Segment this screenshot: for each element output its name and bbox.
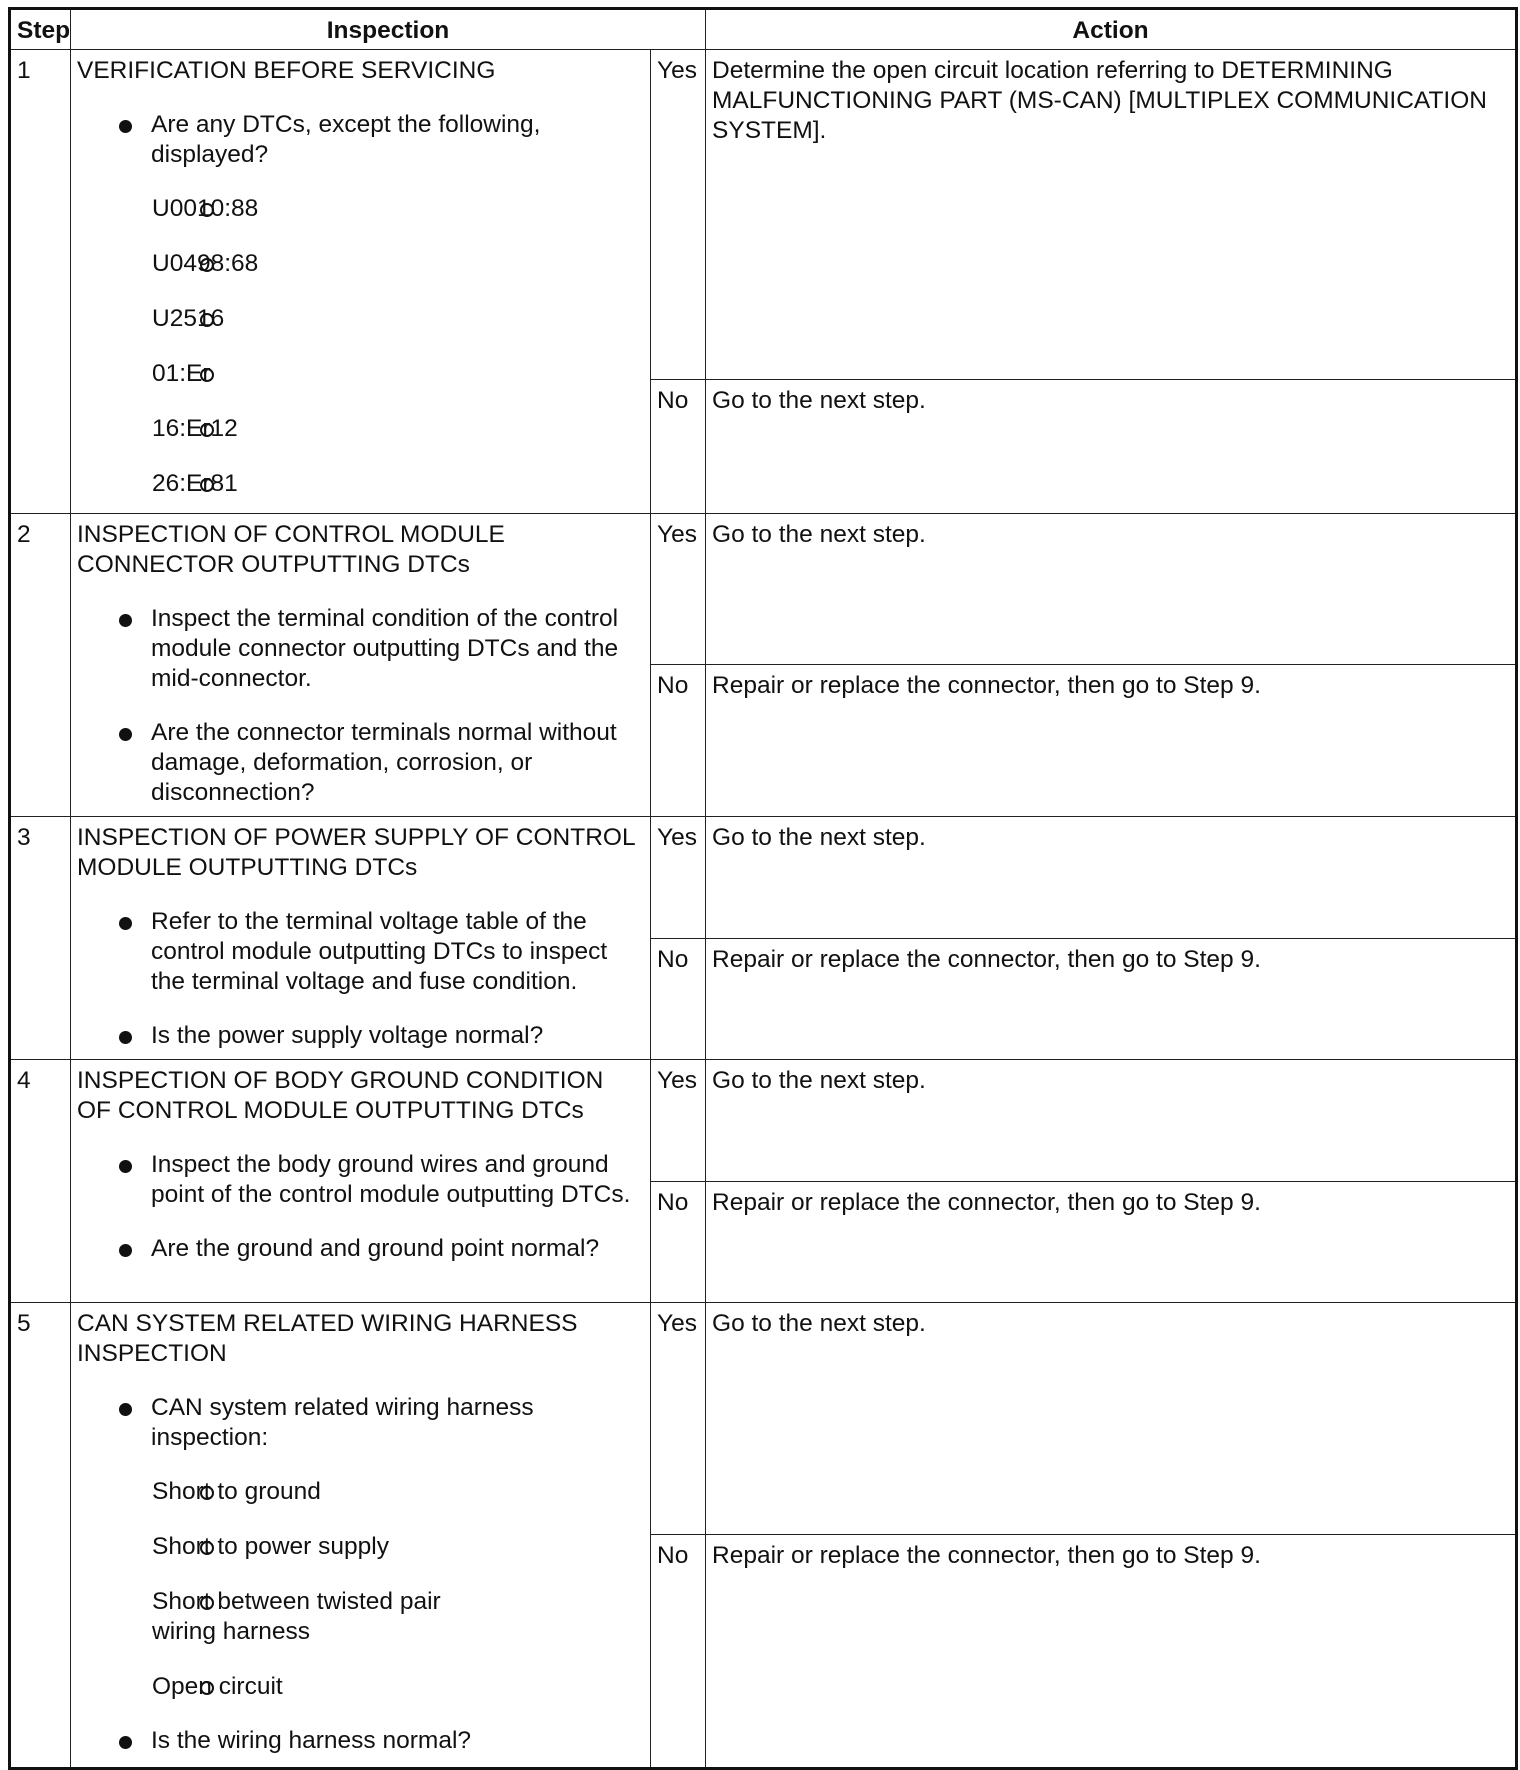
circle-bullet-icon — [200, 313, 214, 327]
bullet-text: CAN system related wiring harness inspection: — [151, 1394, 534, 1451]
bullet-item — [77, 907, 644, 997]
no-action: Repair or replace the connector, then go to Step 9. — [706, 665, 1517, 817]
sub-bullet-text: Short between twisted pair wiring harness — [152, 1588, 441, 1645]
sub-bullet-item — [77, 414, 644, 444]
sub-bullet-text: 01:Er — [152, 360, 211, 387]
yes-label: Yes — [651, 514, 706, 665]
step-number: 4 — [10, 1060, 71, 1303]
bullet-text: Inspect the body ground wires and ground point of the control module outputting DTCs. — [151, 1151, 631, 1208]
no-label: No — [651, 1182, 706, 1303]
bullet-icon — [119, 917, 132, 930]
inspection-bullets — [77, 1393, 644, 1756]
yes-action: Go to the next step. — [706, 1060, 1517, 1182]
bullet-text: Inspect the terminal condition of the control module connector outputting DTCs and the mid-connector. — [151, 605, 619, 692]
bullet-text: Refer to the terminal voltage table of the control module outputting DTCs to inspect the terminal voltage and fuse condition. — [151, 908, 608, 995]
sub-bullets — [151, 1477, 644, 1702]
inspection-title: INSPECTION OF POWER SUPPLY OF CONTROL MODULE OUTPUTTING DTCs — [77, 824, 635, 881]
sub-bullet-item — [77, 249, 644, 279]
bullet-icon — [119, 1403, 132, 1416]
sub-bullet-item — [77, 359, 644, 389]
yes-label: Yes — [651, 1303, 706, 1535]
bullet-text: Is the power supply voltage normal? — [151, 1022, 544, 1049]
circle-bullet-icon — [200, 1486, 214, 1500]
no-action: Repair or replace the connector, then go to Step 9. — [706, 1182, 1517, 1303]
step-3-yes-row — [10, 817, 1517, 939]
header-row — [10, 9, 1517, 50]
sub-bullet-text: 16:Er12 — [152, 415, 238, 442]
sub-bullet-item — [77, 1532, 644, 1562]
yes-label: Yes — [651, 817, 706, 939]
bullet-text: Are the ground and ground point normal? — [151, 1235, 600, 1262]
no-label: No — [651, 939, 706, 1060]
sub-bullet-item — [77, 304, 644, 334]
header-step: Step — [10, 9, 71, 50]
bullet-item — [77, 1021, 644, 1051]
sub-bullet-text: U2516 — [152, 305, 225, 332]
troubleshooting-table — [8, 7, 1518, 1770]
sub-bullets — [151, 194, 644, 499]
bullet-text: Are the connector terminals normal without damage, deformation, corrosion, or disconnection? — [151, 719, 617, 806]
sub-bullet-item — [77, 1672, 644, 1702]
bullet-item — [77, 110, 644, 499]
sub-bullet-text: Short to power supply — [152, 1533, 389, 1560]
bullet-icon — [119, 614, 132, 627]
circle-bullet-icon — [200, 478, 214, 492]
inspection-bullets — [77, 110, 644, 499]
sub-bullet-text: 26:Er81 — [152, 470, 238, 497]
bullet-icon — [119, 1244, 132, 1257]
bullet-item — [77, 1726, 644, 1756]
no-action: Repair or replace the connector, then go to Step 9. — [706, 1535, 1517, 1769]
bullet-icon — [119, 1736, 132, 1749]
inspection-bullets — [77, 604, 644, 808]
step-2-yes-row — [10, 514, 1517, 665]
sub-bullet-text: Short to ground — [152, 1478, 321, 1505]
inspection-bullets — [77, 1150, 644, 1264]
bullet-text: Are any DTCs, except the following, displayed? — [151, 111, 541, 168]
no-label: No — [651, 665, 706, 817]
bullet-icon — [119, 1160, 132, 1173]
circle-bullet-icon — [200, 258, 214, 272]
inspection-cell — [71, 514, 651, 817]
sub-bullet-text: U0010:88 — [152, 195, 259, 222]
no-action: Go to the next step. — [706, 380, 1517, 514]
circle-bullet-icon — [200, 203, 214, 217]
inspection-title: CAN SYSTEM RELATED WIRING HARNESS INSPECTION — [77, 1310, 578, 1367]
step-number: 5 — [10, 1303, 71, 1769]
circle-bullet-icon — [200, 1541, 214, 1555]
step-5-yes-row — [10, 1303, 1517, 1535]
step-1-yes-row — [10, 50, 1517, 380]
step-number: 3 — [10, 817, 71, 1060]
header-inspection: Inspection — [71, 9, 706, 50]
bullet-icon — [119, 728, 132, 741]
inspection-cell — [71, 1303, 651, 1769]
yes-label: Yes — [651, 50, 706, 380]
sub-bullet-item — [77, 1587, 644, 1647]
circle-bullet-icon — [200, 423, 214, 437]
no-label: No — [651, 380, 706, 514]
inspection-title: INSPECTION OF CONTROL MODULE CONNECTOR OUTPUTTING DTCs — [77, 521, 505, 578]
sub-bullet-text: Open circuit — [152, 1673, 283, 1700]
inspection-cell — [71, 817, 651, 1060]
header-action: Action — [706, 9, 1517, 50]
inspection-bullets — [77, 907, 644, 1051]
bullet-icon — [119, 1031, 132, 1044]
step-number: 2 — [10, 514, 71, 817]
step-4-yes-row — [10, 1060, 1517, 1182]
yes-action: Go to the next step. — [706, 1303, 1517, 1535]
bullet-item — [77, 1150, 644, 1210]
yes-action: Determine the open circuit location referring to DETERMINING MALFUNCTIONING PART (MS-CAN) [MULTIPLEX COMMUNICATION SYSTEM]. — [706, 50, 1517, 380]
sub-bullet-item — [77, 1477, 644, 1507]
yes-action: Go to the next step. — [706, 817, 1517, 939]
bullet-item — [77, 1234, 644, 1264]
inspection-cell — [71, 1060, 651, 1303]
bullet-item — [77, 604, 644, 694]
sub-bullet-item — [77, 469, 644, 499]
yes-label: Yes — [651, 1060, 706, 1182]
sub-bullet-text: U0498:68 — [152, 250, 259, 277]
circle-bullet-icon — [200, 1681, 214, 1695]
inspection-title: INSPECTION OF BODY GROUND CONDITION OF CONTROL MODULE OUTPUTTING DTCs — [77, 1067, 604, 1124]
step-number: 1 — [10, 50, 71, 514]
bullet-icon — [119, 120, 132, 133]
inspection-cell — [71, 50, 651, 514]
circle-bullet-icon — [200, 368, 214, 382]
yes-action: Go to the next step. — [706, 514, 1517, 665]
bullet-item — [77, 718, 644, 808]
no-action: Repair or replace the connector, then go to Step 9. — [706, 939, 1517, 1060]
no-label: No — [651, 1535, 706, 1769]
sub-bullet-item — [77, 194, 644, 224]
inspection-title: VERIFICATION BEFORE SERVICING — [77, 57, 496, 84]
bullet-text: Is the wiring harness normal? — [151, 1727, 472, 1754]
bullet-item — [77, 1393, 644, 1702]
circle-bullet-icon — [200, 1596, 214, 1610]
